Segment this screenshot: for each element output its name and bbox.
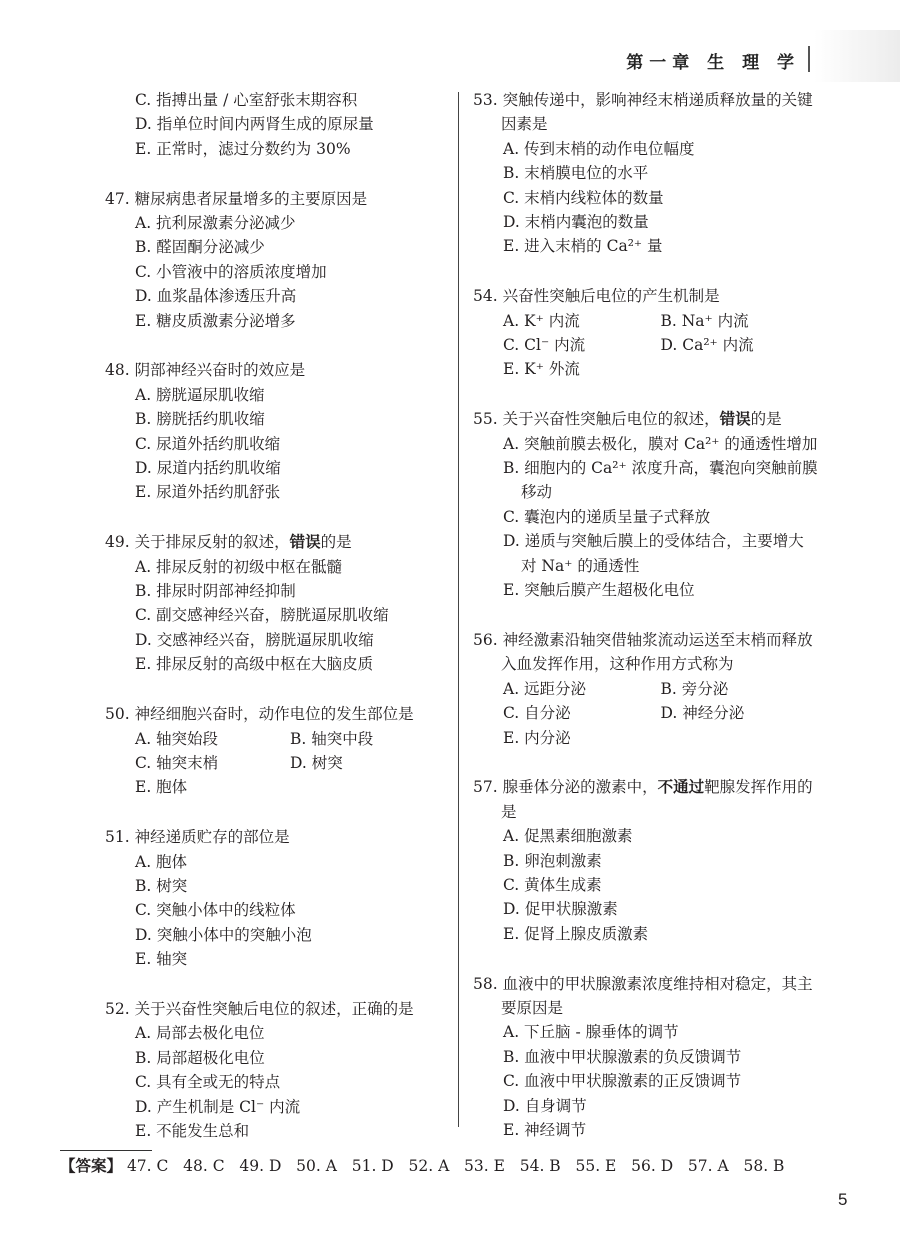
answers-rule	[60, 1150, 152, 1151]
left-column	[105, 88, 445, 1169]
stem-text: 54. 兴奋性突触后电位的产生机制是	[473, 287, 720, 306]
answer-option: C. 黄体生成素	[503, 875, 602, 894]
question-block	[105, 825, 445, 971]
stem-text: 50. 神经细胞兴奋时，动作电位的发生部位是	[105, 705, 414, 724]
answer-option: B. 局部超极化电位	[135, 1048, 265, 1067]
answer-option: E. 糖皮质激素分泌增多	[135, 311, 296, 330]
answer-option: C. 副交感神经兴奋，膀胱逼尿肌收缩	[135, 606, 389, 625]
answer-option: D. 递质与突触后膜上的受体结合，主要增大对 Na⁺ 的通透性	[503, 532, 804, 575]
stem-text: 56. 神经激素沿轴突借轴浆流动运送至末梢而释放入血发挥作用，这种作用方式称为	[473, 630, 813, 674]
answer-option: C. 自分泌	[503, 704, 571, 723]
answer-option: B. 醛固酮分泌减少	[135, 238, 265, 257]
answer-option: C. 末梢内线粒体的数量	[503, 188, 664, 207]
answer-option: B. 膀胱括约肌收缩	[135, 410, 265, 429]
answer-option: D. 末梢内囊泡的数量	[503, 213, 649, 232]
page-number: 5	[838, 1190, 848, 1209]
answer-option: B. Na⁺ 内流	[660, 311, 749, 330]
option-row	[473, 309, 818, 333]
answer-option: C. 囊泡内的递质呈量子式释放	[503, 507, 711, 526]
stem-text: 55. 关于兴奋性突触后电位的叙述，	[473, 410, 720, 429]
answer-option: E. 神经调节	[503, 1120, 587, 1139]
question-stem	[105, 702, 445, 726]
question-block	[105, 358, 445, 504]
answer-option: D. 突触小体中的突触小泡	[135, 925, 312, 944]
answer-option: D. 树突	[290, 753, 343, 772]
question-stem	[105, 358, 445, 382]
answer-option: E. 不能发生总和	[135, 1121, 250, 1140]
question-block	[473, 628, 818, 750]
stem-text: 58. 血液中的甲状腺激素浓度维持相对稳定，其主要原因是	[473, 974, 813, 1017]
question-stem	[473, 628, 818, 677]
answer-option: B. 卵泡刺激素	[503, 851, 602, 870]
question-stem	[105, 187, 445, 211]
answer-option: C. 尿道外括约肌收缩	[135, 434, 281, 453]
emphasis-text: 错误	[289, 533, 321, 552]
stem-text: 的是	[750, 410, 782, 429]
chapter-title: 第一章 生 理 学	[626, 53, 800, 73]
answer-option: D. 产生机制是 Cl⁻ 内流	[135, 1097, 301, 1116]
answer-option: E. 正常时，滤过分数约为 30%	[135, 139, 351, 158]
stem-text: 52. 关于兴奋性突触后电位的叙述，正确的是	[105, 999, 414, 1018]
answer-option: E. 进入末梢的 Ca²⁺ 量	[503, 237, 663, 256]
answer-option: C. 血液中甲状腺激素的正反馈调节	[503, 1072, 742, 1091]
option-row	[105, 727, 445, 751]
heart-logo-icon	[814, 30, 900, 82]
header-divider	[808, 46, 810, 72]
answer-option: A. 促黑素细胞激素	[503, 827, 633, 846]
answer-option: D. 指单位时间内两肾生成的原尿量	[135, 115, 374, 134]
question-stem	[105, 825, 445, 849]
answer-option: C. 指搏出量 / 心室舒张末期容积	[135, 91, 358, 109]
answer-option: A. K⁺ 内流	[503, 311, 580, 330]
answer-option: E. 胞体	[135, 778, 188, 797]
running-header	[570, 44, 900, 78]
option-row	[473, 677, 818, 701]
answer-option: A. 轴突始段	[135, 729, 219, 748]
question-stem	[105, 530, 445, 554]
question-stem	[473, 407, 818, 431]
answer-option: C. 具有全或无的特点	[135, 1073, 281, 1092]
answer-option: D. 交感神经兴奋，膀胱逼尿肌收缩	[135, 630, 374, 649]
right-column	[473, 88, 818, 1168]
emphasis-text: 不通过	[657, 778, 705, 797]
answer-option: C. 突触小体中的线粒体	[135, 901, 296, 920]
answer-option: B. 轴突中段	[290, 729, 374, 748]
stem-text: 53. 突触传递中，影响神经末梢递质释放量的关键因素是	[473, 91, 813, 134]
question-stem	[473, 284, 818, 308]
question-block	[473, 88, 818, 259]
stem-text: 47. 糖尿病患者尿量增多的主要原因是	[105, 189, 368, 208]
answer-option: A. 膀胱逼尿肌收缩	[135, 385, 265, 404]
answer-option: D. 神经分泌	[660, 704, 745, 723]
answer-option: D. 尿道内括约肌收缩	[135, 459, 281, 478]
answer-option: D. 血浆晶体渗透压升高	[135, 287, 297, 306]
option-row	[473, 333, 818, 357]
answer-key-text: 47. C 48. C 49. D 50. A 51. D 52. A 53. E 54. B 55. E 56. D 57. A 58. B	[122, 1157, 785, 1175]
answer-option: B. 细胞内的 Ca²⁺ 浓度升高，囊泡向突触前膜移动	[503, 459, 818, 502]
question-stem	[105, 997, 445, 1021]
question-block	[473, 407, 818, 602]
stem-text: 的是	[320, 533, 352, 552]
answer-option: C. Cl⁻ 内流	[503, 336, 586, 355]
answer-option: A. 抗利尿激素分泌减少	[135, 214, 296, 233]
emphasis-text: 错误	[719, 410, 751, 429]
answer-option: E. 突触后膜产生超极化电位	[503, 581, 695, 600]
option-row	[105, 751, 445, 775]
answer-option: B. 血液中甲状腺激素的负反馈调节	[503, 1047, 742, 1066]
answer-option: E. 排尿反射的高级中枢在大脑皮质	[135, 655, 374, 674]
column-divider	[458, 92, 459, 1127]
question-block	[473, 284, 818, 382]
stem-text: 49. 关于排尿反射的叙述，	[105, 533, 290, 552]
answer-option: A. 局部去极化电位	[135, 1024, 265, 1043]
answer-option: E. 轴突	[135, 950, 188, 969]
answer-option: A. 突触前膜去极化，膜对 Ca²⁺ 的通透性增加	[503, 434, 818, 453]
answer-option: A. 远距分泌	[503, 679, 587, 698]
question-stem	[473, 972, 818, 1021]
answer-option: B. 树突	[135, 876, 188, 895]
answer-key-label: 【答案】	[60, 1157, 123, 1175]
stem-text: 57. 腺垂体分泌的激素中，	[473, 778, 658, 797]
question-block	[105, 702, 445, 800]
answer-option: C. 轴突末梢	[135, 753, 219, 772]
answer-option: A. 传到末梢的动作电位幅度	[503, 139, 695, 158]
option-row	[473, 701, 818, 725]
answer-key	[60, 1154, 784, 1176]
stem-text: 51. 神经递质贮存的部位是	[105, 828, 290, 847]
answer-option: B. 末梢膜电位的水平	[503, 164, 649, 183]
question-stem	[473, 775, 818, 824]
answer-option: E. 促肾上腺皮质激素	[503, 924, 649, 943]
answer-option: A. 下丘脑 - 腺垂体的调节	[503, 1023, 679, 1042]
answer-option: B. 旁分泌	[660, 679, 729, 698]
answer-option: E. 内分泌	[503, 728, 571, 747]
question-block	[105, 187, 445, 333]
stem-text: 靶腺发挥作用的是	[501, 778, 813, 821]
answer-option: E. K⁺ 外流	[503, 360, 580, 379]
answer-option: E. 尿道外括约肌舒张	[135, 483, 281, 502]
question-block	[473, 775, 818, 946]
question-stem	[473, 88, 818, 137]
answer-option: D. Ca²⁺ 内流	[660, 336, 754, 355]
answer-option: C. 小管液中的溶质浓度增加	[135, 262, 327, 281]
answer-option: D. 自身调节	[503, 1096, 587, 1115]
question-block	[105, 88, 445, 161]
answer-option: A. 排尿反射的初级中枢在骶髓	[135, 557, 343, 576]
question-block	[105, 530, 445, 676]
question-block	[105, 997, 445, 1143]
answer-option: A. 胞体	[135, 852, 188, 871]
question-block	[473, 972, 818, 1143]
answer-option: B. 排尿时阴部神经抑制	[135, 582, 296, 601]
stem-text: 48. 阴部神经兴奋时的效应是	[105, 361, 306, 380]
answer-option: D. 促甲状腺激素	[503, 900, 618, 919]
